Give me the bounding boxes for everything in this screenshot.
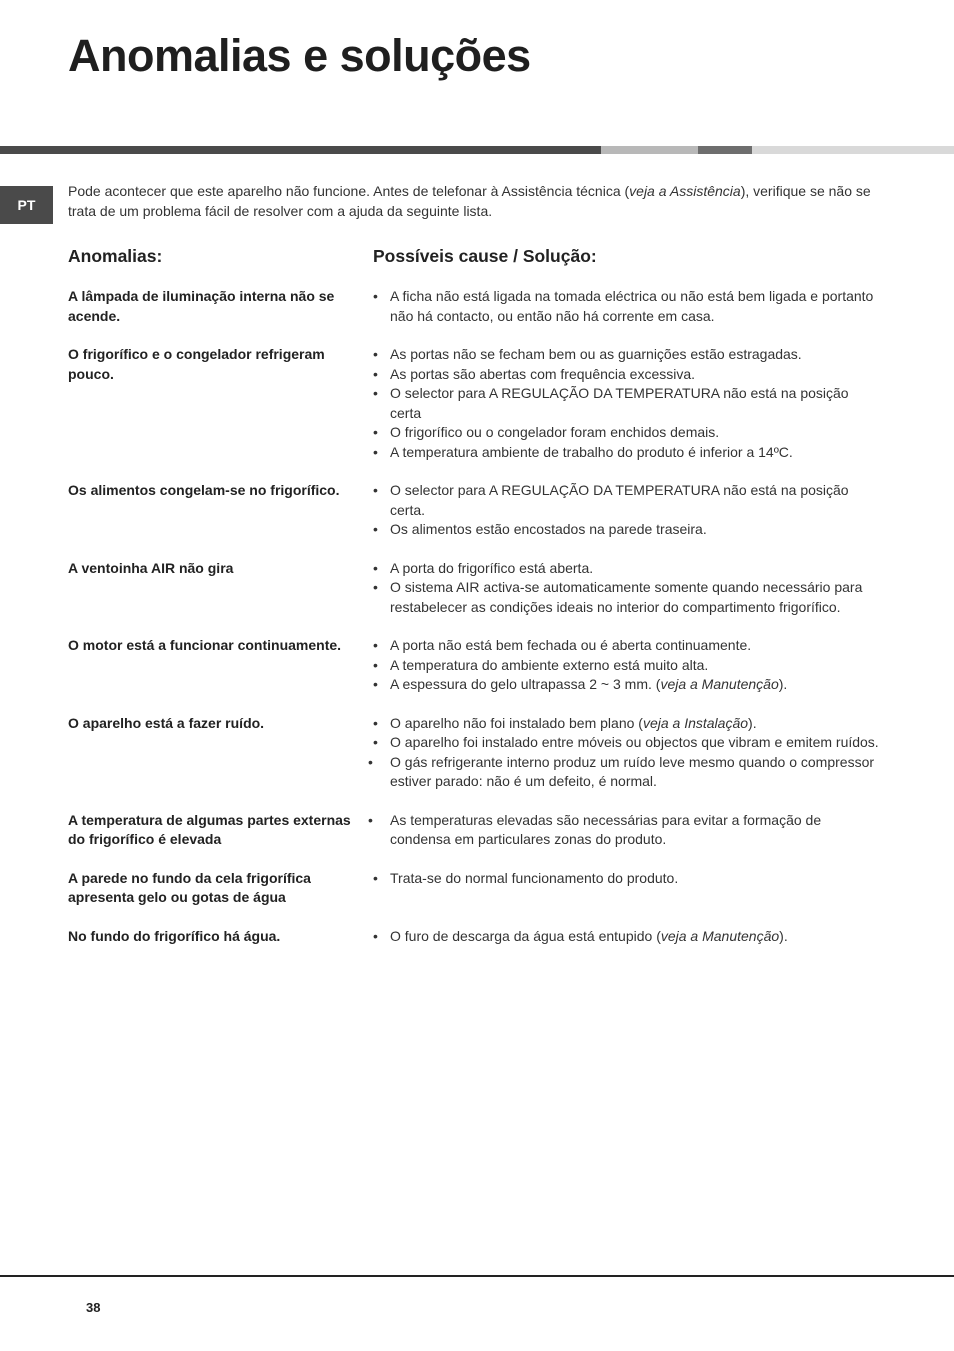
cause-item (373, 345, 880, 365)
anomaly-label: Os alimentos congelam-se no frigorífico. (68, 482, 340, 498)
anomaly-label: A ventoinha AIR não gira (68, 559, 234, 576)
cause-item (373, 423, 880, 443)
header-band-mid (698, 146, 752, 154)
bullet-icon: • (373, 559, 378, 576)
cause-text: A ficha não está ligada na tomada eléctrica ou não está bem ligada e portanto não há contacto, ou então não há corrente em casa. (390, 288, 874, 324)
cause-reference: veja a Manutenção (660, 676, 779, 692)
cause-item (373, 869, 880, 889)
bullet-icon: • (373, 288, 378, 304)
anomaly-label: O motor está a funcionar continuamente. (68, 637, 342, 653)
causes-list (373, 869, 880, 908)
cause-text-end: ). (778, 676, 788, 692)
cause-item (373, 443, 880, 463)
table-row (68, 927, 880, 947)
page-title: Anomalias e soluções (68, 30, 531, 81)
cause-text: O gás refrigerante interno produz um ruído leve mesmo quando o compressor estiver parado: não é um defeito, é normal. (390, 753, 875, 789)
bullet-icon: • (373, 714, 378, 731)
header-band-dark (0, 146, 601, 154)
cause-item (373, 481, 880, 520)
troubleshooting-table (68, 287, 880, 946)
cause-text: As portas são abertas com frequência excessiva. (390, 365, 696, 382)
causes-list (373, 636, 880, 695)
cause-text: A porta não está bem fechada ou é aberta continuamente. (390, 637, 752, 653)
cause-text: A temperatura ambiente de trabalho do produto é inferior a 14ºC. (390, 443, 793, 460)
bullet-icon: • (373, 927, 378, 944)
causes-list (373, 927, 880, 947)
cause-text-end: ). (779, 927, 788, 944)
cause-item (373, 733, 880, 753)
bullet-icon: • (373, 734, 378, 750)
cause-reference: veja a Instalação (642, 714, 749, 731)
cause-reference: veja a Manutenção (660, 927, 780, 944)
page-number: 38 (86, 1300, 101, 1315)
anomaly-label: A temperatura de algumas partes externas do frigorífico é elevada (68, 811, 351, 847)
header-band-light (601, 146, 698, 154)
cause-text: As portas não se fecham bem ou as guarnições estão estragadas. (390, 346, 802, 362)
cause-text: Trata-se do normal funcionamento do produto. (390, 869, 679, 886)
bullet-icon: • (373, 385, 378, 401)
cause-item (373, 656, 880, 676)
table-row (68, 287, 880, 326)
header-band-pale (752, 146, 954, 154)
footer-rule (0, 1275, 954, 1277)
bullet-icon: • (373, 676, 378, 692)
cause-item (373, 520, 880, 540)
bullet-icon: • (373, 482, 378, 498)
cause-item (373, 384, 880, 423)
table-row (68, 345, 880, 462)
cause-text: A espessura do gelo ultrapassa 2 ~ 3 mm. ( (390, 676, 661, 692)
language-tab: PT (0, 186, 53, 224)
cause-text-end: ). (748, 714, 757, 731)
table-row (68, 636, 880, 695)
cause-item (368, 753, 880, 792)
intro-reference: veja a Assistência (629, 183, 741, 199)
cause-text: O sistema AIR activa-se automaticamente somente quando necessário para restabelecer as condições ideais no interior do compartimento frigorífico. (390, 579, 863, 615)
cause-item (373, 714, 880, 734)
bullet-icon: • (373, 637, 378, 653)
cause-item (373, 578, 880, 617)
intro-paragraph (68, 181, 880, 221)
causes-list (368, 811, 880, 850)
bullet-icon: • (368, 811, 373, 828)
anomaly-label: O frigorífico e o congelador refrigeram pouco. (68, 346, 325, 382)
cause-text: As temperaturas elevadas são necessárias para evitar a formação de condensa em particulares zonas do produto. (390, 811, 822, 847)
cause-item (373, 927, 880, 947)
cause-item (373, 365, 880, 385)
anomaly-label: No fundo do frigorífico há água. (68, 927, 281, 944)
table-row (68, 869, 880, 908)
cause-item (368, 811, 880, 850)
cause-item (373, 287, 880, 326)
cause-item (373, 559, 880, 579)
table-row (68, 811, 880, 850)
intro-text-after: ), verifique se não se trata de um problema fácil de resolver com a ajuda da seguinte lista. (68, 183, 871, 219)
bullet-icon: • (373, 869, 378, 886)
cause-item (373, 636, 880, 656)
causes-list (373, 287, 880, 326)
cause-text: O aparelho foi instalado entre móveis ou objectos que vibram e emitem ruídos. (390, 734, 879, 750)
anomaly-label: A lâmpada de iluminação interna não se acende. (68, 288, 335, 324)
cause-item (373, 675, 880, 695)
table-row (68, 714, 880, 792)
bullet-icon: • (373, 365, 378, 382)
table-row (68, 559, 880, 618)
anomaly-label: A parede no fundo da cela frigorífica apresenta gelo ou gotas de água (68, 869, 311, 905)
bullet-icon: • (373, 443, 378, 460)
anomalies-header: Anomalias: (68, 246, 163, 266)
cause-text: Os alimentos estão encostados na parede traseira. (390, 521, 707, 537)
cause-text: O furo de descarga da água está entupido ( (390, 927, 661, 944)
causes-list (373, 481, 880, 540)
table-row (68, 481, 880, 540)
cause-text: O selector para A REGULAÇÃO DA TEMPERATURA não está na posição certa (390, 385, 849, 421)
bullet-icon: • (368, 753, 373, 770)
bullet-icon: • (373, 346, 378, 362)
cause-text: A porta do frigorífico está aberta. (390, 559, 594, 576)
cause-text: O selector para A REGULAÇÃO DA TEMPERATURA não está na posição certa. (390, 482, 849, 518)
anomaly-label: O aparelho está a fazer ruído. (68, 714, 265, 731)
bullet-icon: • (373, 424, 378, 440)
intro-text-before: Pode acontecer que este aparelho não funcione. Antes de telefonar à Assistência técnica ( (68, 183, 630, 199)
causes-list (373, 559, 880, 618)
causes-header: Possíveis cause / Solução: (373, 246, 597, 266)
cause-text: O frigorífico ou o congelador foram enchidos demais. (390, 424, 720, 440)
bullet-icon: • (373, 656, 378, 673)
bullet-icon: • (373, 579, 378, 595)
causes-list (368, 714, 880, 792)
bullet-icon: • (373, 521, 378, 537)
cause-text: O aparelho não foi instalado bem plano ( (390, 714, 643, 731)
cause-text: A temperatura do ambiente externo está muito alta. (390, 656, 709, 673)
causes-list (373, 345, 880, 462)
